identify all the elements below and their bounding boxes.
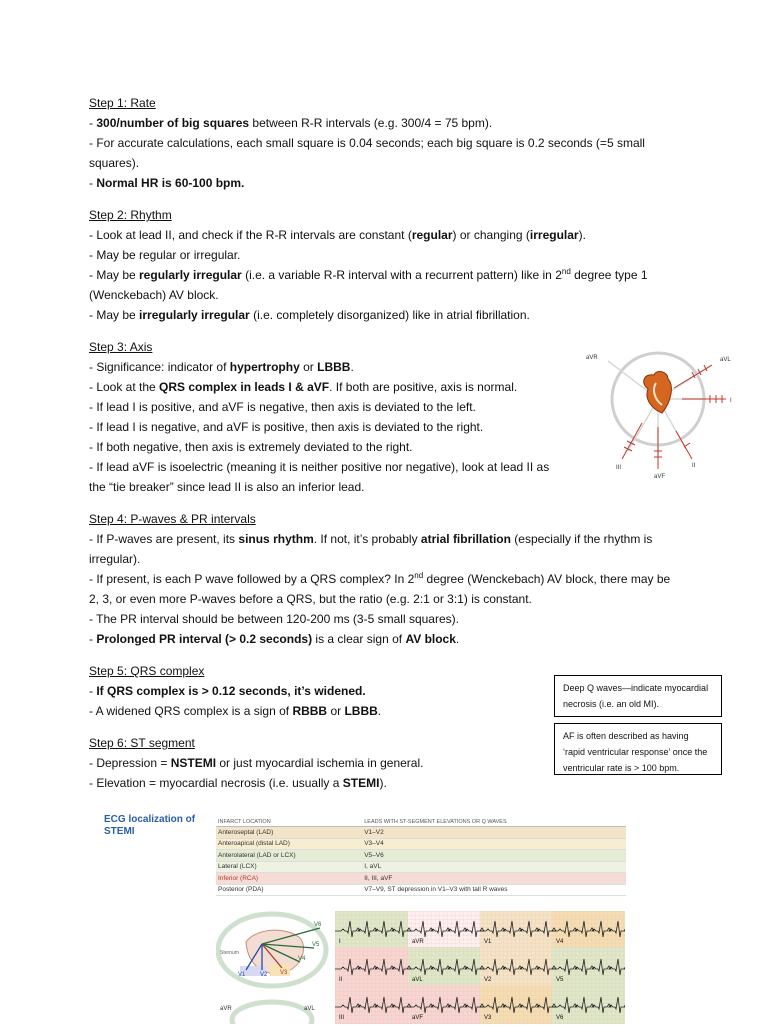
axis-diagram	[582, 343, 742, 483]
text-segment: nd	[414, 571, 424, 580]
text-segment: QRS complex in leads I & aVF	[159, 380, 330, 394]
text-segment: ).	[379, 776, 387, 790]
infarct-row	[216, 873, 626, 885]
chest-label-v3: V3	[280, 970, 288, 976]
text-segment: AV block	[405, 632, 456, 646]
infarct-leads: V7–V9, ST depression in V1–V3 with tall R waves	[362, 884, 626, 896]
text-segment: - May be	[89, 268, 140, 282]
text-segment: - Look at the	[89, 380, 160, 394]
infarct-location: Anteroapical (distal LAD)	[216, 838, 362, 850]
text-segment: Prolonged PR interval (> 0.2 seconds)	[96, 632, 313, 646]
ecg-lead-label: V6	[556, 1015, 564, 1021]
infarct-location: Lateral (LCX)	[216, 861, 362, 873]
infarct-row	[216, 827, 626, 839]
chest-label-v2: V2	[260, 972, 268, 978]
step-3-title: Step 3: Axis	[89, 340, 153, 354]
text-segment: LBBB	[317, 360, 351, 374]
ecg-svg	[335, 911, 625, 1024]
chest-label-v5: V5	[312, 942, 320, 948]
step-6-line	[89, 753, 529, 773]
ecg-lead-label: II	[339, 977, 343, 983]
step-1-line	[89, 133, 679, 173]
note-af-text: AF is often described as having ‘rapid ventricular response’ once the ventricular rate is > 100 bpm.	[563, 731, 708, 773]
infarct-leads: II, III, aVF	[362, 873, 626, 885]
text-segment: STEMI	[342, 776, 380, 790]
step-1-line	[89, 113, 679, 133]
axis-diagram-svg	[582, 343, 742, 483]
step-6-line	[89, 773, 529, 793]
step-3-line	[89, 417, 569, 437]
text-segment: irregularly irregular	[139, 308, 250, 322]
text-segment: .	[455, 632, 460, 646]
step-4-line	[89, 609, 679, 629]
ecg-lead-label: V5	[556, 977, 564, 983]
infarct-row	[216, 838, 626, 850]
step-4-line	[89, 569, 679, 609]
text-segment: regularly irregular	[139, 268, 242, 282]
infarct-row	[216, 884, 626, 896]
step-5-line	[89, 701, 529, 721]
step-2-title: Step 2: Rhythm	[89, 208, 172, 222]
header-leads: LEADS WITH ST-SEGMENT ELEVATIONS OR Q WAVES	[362, 818, 626, 827]
header-location: INFARCT LOCATION	[216, 818, 362, 827]
step-1-title: Step 1: Rate	[89, 96, 156, 110]
ecg-lead-label: V4	[556, 939, 564, 945]
ecg-lead-label: aVR	[412, 939, 424, 945]
infarct-leads: V3–V4	[362, 838, 626, 850]
text-segment: - A widened QRS complex is a sign of	[89, 704, 293, 718]
text-segment: - If P-waves are present, its	[89, 532, 239, 546]
ecg-lead-label: aVL	[412, 977, 423, 983]
text-segment: - If lead aVF is isoelectric (meaning it is neither positive nor negative), look at lead II as the “tie breaker” since lead II is also an inferior lead.	[89, 460, 550, 494]
ecg-12-lead-grid	[335, 911, 625, 1024]
infarct-table	[216, 818, 626, 896]
sternum-label: Sternum	[220, 950, 239, 956]
ecg-lead-label: V1	[484, 939, 492, 945]
infarct-row	[216, 861, 626, 873]
infarct-location: Anteroseptal (LAD)	[216, 827, 362, 839]
text-segment: atrial fibrillation	[420, 532, 511, 546]
ecg-lead-label: I	[339, 939, 341, 945]
text-segment: nd	[561, 267, 571, 276]
ecg-lead-label: III	[339, 1015, 345, 1021]
text-segment: or	[327, 704, 345, 718]
chest-label-v1: V1	[238, 972, 246, 978]
step-3-line	[89, 377, 569, 397]
note-deep-q-waves-text: Deep Q waves—indicate myocardial necrosis (i.e. an old MI).	[563, 683, 709, 709]
text-segment: . If not, it’s probably	[313, 532, 421, 546]
text-segment: (i.e. completely disorganized) like in atrial fibrillation.	[249, 308, 530, 322]
text-segment: - Elevation = myocardial necrosis (i.e. usually a	[89, 776, 343, 790]
ecg-lead-label: V2	[484, 977, 492, 983]
text-segment: - May be	[89, 308, 140, 322]
text-segment: . If both are positive, axis is normal.	[329, 380, 518, 394]
stemi-localization-figure	[98, 808, 628, 1024]
text-segment: regular	[411, 228, 453, 242]
text-segment: - If present, is each P wave followed by a QRS complex? In 2	[89, 572, 415, 586]
step-2-line	[89, 265, 679, 305]
text-segment: between R-R intervals (e.g. 300/4 = 75 bpm).	[249, 116, 493, 130]
text-segment: - The PR interval should be between 120-200 ms (3-5 small squares).	[89, 612, 459, 626]
text-segment: LBBB	[344, 704, 378, 718]
step-3-line	[89, 437, 569, 457]
step-4-line	[89, 629, 679, 649]
step-6-title: Step 6: ST segment	[89, 736, 195, 750]
step-1-line	[89, 173, 679, 193]
text-segment: - If lead I is negative, and aVF is positive, then axis is deviated to the right.	[89, 420, 484, 434]
figure-title: ECG localization of STEMI	[104, 814, 196, 837]
axis-label-iii: III	[616, 465, 622, 471]
chest-label-v6: V6	[314, 922, 322, 928]
text-segment: - For accurate calculations, each small square is 0.04 seconds; each big square is 0.2 seconds (=5 small squares).	[89, 136, 645, 170]
infarct-leads: I, aVL	[362, 861, 626, 873]
axis-label-avr: aVR	[586, 355, 598, 361]
chest-label-v4: V4	[298, 956, 306, 962]
step-3-line	[89, 457, 569, 497]
axis-label-avl: aVL	[720, 357, 731, 363]
infarct-location: Anterolateral (LAD or LCX)	[216, 850, 362, 862]
text-segment: Normal HR is 60-100 bpm.	[96, 176, 245, 190]
text-segment: .	[377, 704, 382, 718]
text-segment: sinus rhythm	[238, 532, 314, 546]
text-segment: ).	[578, 228, 586, 242]
text-segment: or just myocardial ischemia in general.	[216, 756, 424, 770]
text-segment: - Look at lead II, and check if the R-R intervals are constant (	[89, 228, 412, 242]
text-segment: (especially if the rhythm is irregular).	[89, 532, 653, 566]
step-2-line	[89, 245, 679, 265]
step-2-line	[89, 305, 679, 325]
infarct-leads: V1–V2	[362, 827, 626, 839]
text-segment: (i.e. a variable R-R interval with a recurrent pattern) like in 2	[241, 268, 562, 282]
chest-lead-diagram	[216, 908, 331, 1024]
ecg-lead-label: V3	[484, 1015, 492, 1021]
text-segment: degree type 1 (Wenckebach) AV block.	[89, 268, 648, 302]
text-segment: hypertrophy	[229, 360, 300, 374]
text-segment: -	[89, 632, 97, 646]
step-4-line	[89, 529, 679, 569]
text-segment: - If both negative, then axis is extremely deviated to the right.	[89, 440, 413, 454]
step-4-title: Step 4: P-waves & PR intervals	[89, 512, 256, 526]
text-segment: 300/number of big squares	[96, 116, 250, 130]
infarct-location: Posterior (PDA)	[216, 884, 362, 896]
step-3-line	[89, 397, 569, 417]
text-segment: If QRS complex is > 0.12 seconds, it’s widened.	[96, 684, 366, 698]
text-segment: is a clear sign of	[312, 632, 406, 646]
text-segment: - May be regular or irregular.	[89, 248, 241, 262]
note-af	[554, 723, 722, 775]
text-segment: RBBB	[292, 704, 328, 718]
text-segment: - Significance: indicator of	[89, 360, 230, 374]
text-segment: - If lead I is positive, and aVF is negative, then axis is deviated to the left.	[89, 400, 476, 414]
text-segment: -	[89, 176, 97, 190]
text-segment: or	[299, 360, 318, 374]
axis-label-avf: aVF	[654, 474, 666, 480]
axis-label-ii: II	[692, 463, 696, 469]
ecg-lead-label: aVF	[412, 1015, 424, 1021]
text-segment: degree (Wenckebach) AV block, there may be 2, 3, or even more P-waves before a QRS, but the ratio (e.g. 2:1 or 3:1) is constant.	[89, 572, 671, 606]
note-deep-q-waves	[554, 675, 722, 717]
infarct-row	[216, 850, 626, 862]
limb-label-avr: aVR	[220, 1006, 232, 1012]
text-segment: NSTEMI	[170, 756, 217, 770]
axis-label-i: I	[730, 398, 732, 404]
limb-label-avl: aVL	[304, 1006, 315, 1012]
step-3-line	[89, 357, 569, 377]
text-segment: -	[89, 116, 97, 130]
text-segment: irregular	[529, 228, 579, 242]
text-segment: ) or changing (	[452, 228, 530, 242]
step-5-title: Step 5: QRS complex	[89, 664, 205, 678]
infarct-table-header	[216, 818, 626, 827]
text-segment: -	[89, 684, 97, 698]
step-2-line	[89, 225, 679, 245]
step-5-line	[89, 681, 529, 701]
text-segment: .	[350, 360, 354, 374]
infarct-leads: V5–V6	[362, 850, 626, 862]
infarct-location: Inferior (RCA)	[216, 873, 362, 885]
text-segment: - Depression =	[89, 756, 171, 770]
